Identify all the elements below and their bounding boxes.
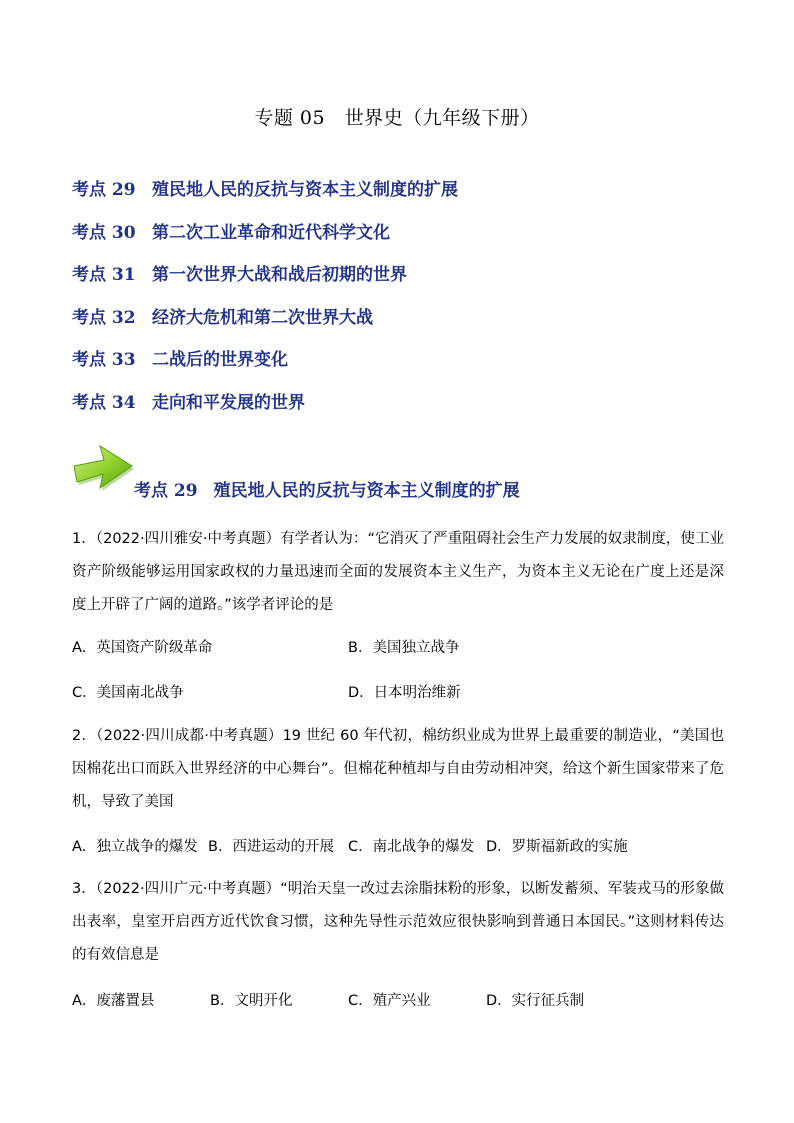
toc-text: 二战后的世界变化 bbox=[152, 350, 288, 371]
toc-code: 考点 31 bbox=[72, 265, 136, 286]
option-c[interactable]: C．美国南北战争 bbox=[72, 685, 184, 701]
option-a[interactable]: A．独立战争的爆发 bbox=[72, 839, 198, 855]
option-c[interactable]: C．殖产兴业 bbox=[348, 993, 431, 1009]
option-d[interactable]: D．实行征兵制 bbox=[486, 993, 585, 1009]
table-of-contents bbox=[72, 176, 458, 432]
toc-item[interactable] bbox=[72, 346, 458, 389]
option-c[interactable]: C．南北战争的爆发 bbox=[348, 839, 475, 855]
option-d[interactable]: D．日本明治维新 bbox=[348, 685, 461, 701]
question bbox=[72, 720, 724, 819]
option-a[interactable]: A．废藩置县 bbox=[72, 993, 155, 1009]
section-code: 考点 29 bbox=[134, 481, 198, 501]
toc-code: 考点 33 bbox=[72, 350, 136, 371]
toc-text: 殖民地人民的反抗与资本主义制度的扩展 bbox=[152, 180, 458, 200]
section-header bbox=[70, 432, 770, 502]
toc-code: 考点 30 bbox=[72, 222, 136, 243]
toc-code: 考点 29 bbox=[72, 180, 136, 200]
toc-item[interactable] bbox=[72, 389, 458, 432]
question bbox=[72, 873, 724, 972]
question-stem: 3．（2022·四川广元·中考真题）“明治天皇一改过去涂脂抹粉的形象，以断发蓄须、军装戎马的形象做出表率，皇室开启西方近代饮食习惯，这种先导性示范效应很快影响到普通日本国民。”这则材料传达的有效信息是 bbox=[72, 881, 724, 963]
option-b[interactable]: B．美国独立战争 bbox=[348, 640, 460, 656]
option-d[interactable]: D．罗斯福新政的实施 bbox=[486, 839, 628, 855]
toc-text: 经济大危机和第二次世界大战 bbox=[152, 307, 373, 328]
toc-item[interactable] bbox=[72, 261, 458, 304]
option-a[interactable]: A．英国资产阶级革命 bbox=[72, 640, 213, 656]
question bbox=[72, 523, 724, 622]
question-stem: 2．（2022·四川成都·中考真题）19 世纪 60 年代初，棉纺织业成为世界上最重要的制造业，“美国也因棉花出口而跃入世界经济的中心舞台”。但棉花种植却与自由劳动相冲突，给这个新生国家带来了危机，导致了美国 bbox=[72, 728, 724, 810]
section-title bbox=[134, 476, 520, 501]
toc-text: 第二次工业革命和近代科学文化 bbox=[152, 222, 390, 243]
toc-item[interactable] bbox=[72, 219, 458, 262]
question-stem: 1．（2022·四川雅安·中考真题）有学者认为：“它消灭了严重阻碍社会生产力发展的奴隶制度，使工业资产阶级能够运用国家政权的力量迅速而全面的发展资本主义生产，为资本主义无论在广度上还是深度上开辟了广阔的道路。”该学者评论的是 bbox=[72, 531, 724, 613]
green-arrow-icon bbox=[70, 432, 136, 498]
toc-item[interactable] bbox=[72, 176, 458, 219]
toc-item[interactable] bbox=[72, 304, 458, 347]
option-b[interactable]: B．西进运动的开展 bbox=[208, 839, 334, 855]
toc-code: 考点 32 bbox=[72, 307, 136, 328]
section-text: 殖民地人民的反抗与资本主义制度的扩展 bbox=[213, 481, 520, 501]
option-b[interactable]: B．文明开化 bbox=[210, 993, 293, 1009]
page-title: 专题 05 世界史（九年级下册） bbox=[254, 107, 540, 129]
toc-code: 考点 34 bbox=[72, 392, 136, 413]
toc-text: 走向和平发展的世界 bbox=[152, 392, 305, 413]
toc-text: 第一次世界大战和战后初期的世界 bbox=[152, 265, 407, 286]
